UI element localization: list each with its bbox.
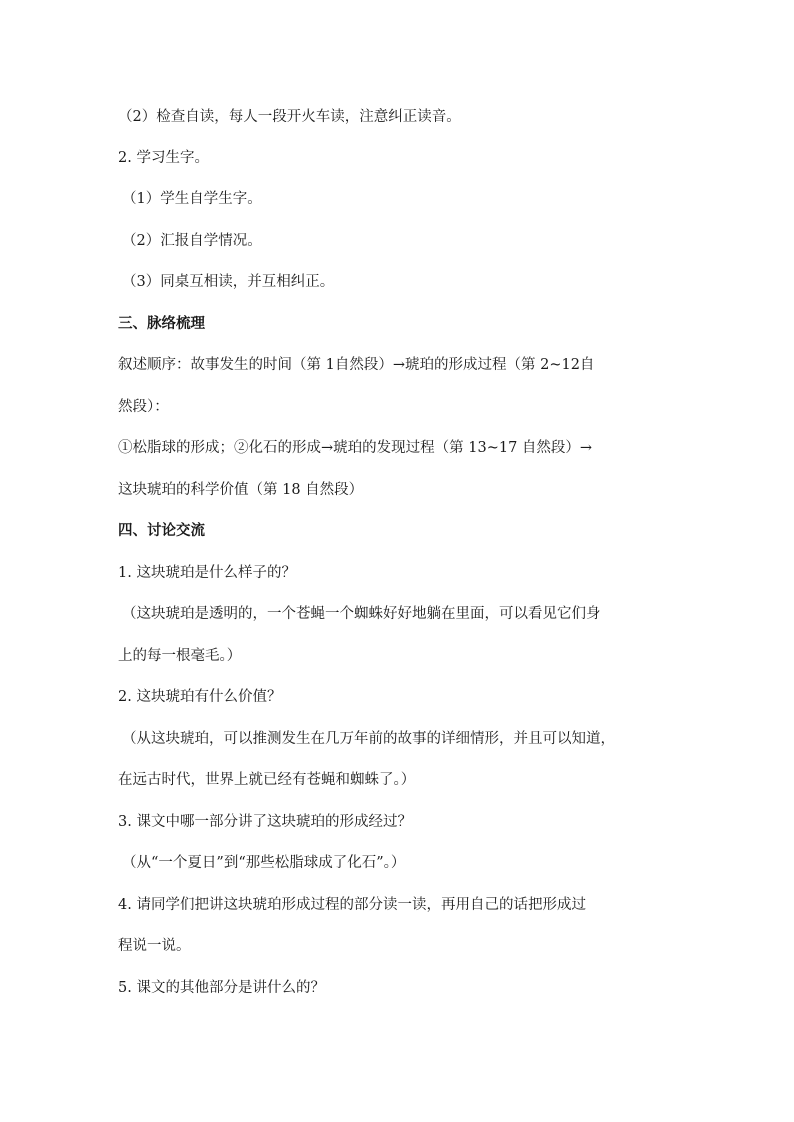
- section-heading: 三、脉络梳理: [118, 316, 205, 332]
- list-item: 5. 课文的其他部分是讲什么的？: [118, 980, 325, 996]
- list-item: 1. 这块琥珀是什么样子的？: [118, 565, 296, 581]
- text-line: （2）检查自读，每人一段开火车读，注意纠正读音。: [118, 109, 461, 125]
- list-item: 3. 课文中哪一部分讲了这块琥珀的形成经过？: [118, 814, 412, 830]
- text-line: （从这块琥珀，可以推测发生在几万年前的故事的详细情形，并且可以知道，: [122, 731, 615, 747]
- text-line: 在远古时代，世界上就已经有苍蝇和蜘蛛了。）: [118, 772, 416, 788]
- text-line: （从“一个夏日”到“那些松脂球成了化石”。）: [122, 855, 406, 871]
- section-heading: 四、讨论交流: [118, 523, 205, 539]
- text-line: 上的每一根毫毛。）: [118, 648, 242, 664]
- list-item: 4. 请同学们把讲这块琥珀形成过程的部分读一读，再用自己的话把形成过: [118, 897, 586, 913]
- text-line: 程说一说。: [118, 938, 191, 954]
- list-item: 2. 学习生字。: [118, 150, 209, 166]
- text-line: （这块琥珀是透明的，一个苍蝇一个蜘蛛好好地躺在里面，可以看见它们身: [122, 606, 601, 622]
- text-line: 这块琥珀的科学价值（第 18 自然段）: [118, 482, 364, 498]
- text-line: （2）汇报自学情况。: [122, 233, 262, 249]
- text-line: ①松脂球的形成；②化石的形成→琥珀的发现过程（第 13~17 自然段）→: [118, 440, 593, 456]
- text-line: （1）学生自学生字。: [122, 191, 262, 207]
- list-item: 2. 这块琥珀有什么价值？: [118, 689, 282, 705]
- text-line: （3）同桌互相读，并互相纠正。: [122, 274, 335, 290]
- text-line: 叙述顺序：故事发生的时间（第 1自然段）→琥珀的形成过程（第 2~12自: [118, 357, 595, 373]
- text-line: 然段）：: [118, 399, 169, 415]
